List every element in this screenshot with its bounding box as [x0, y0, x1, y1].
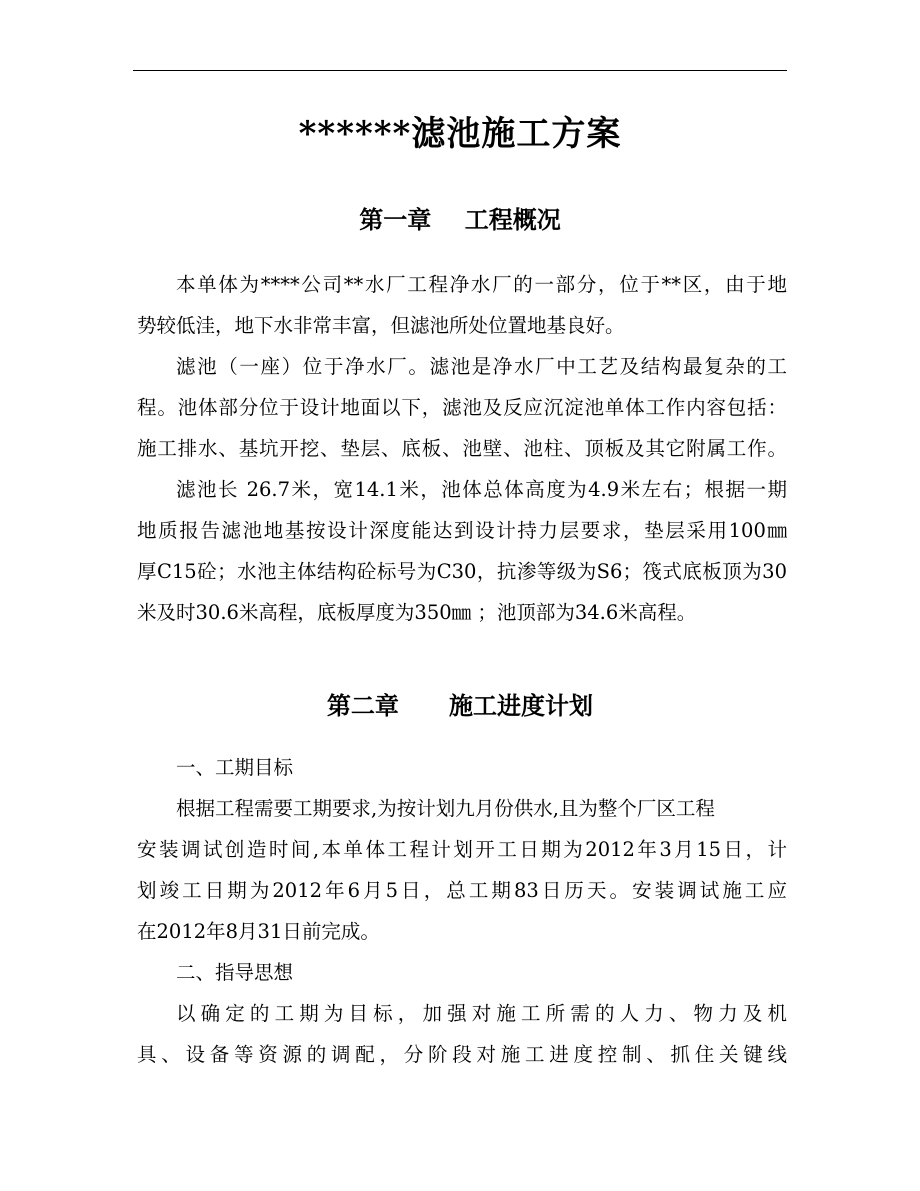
paragraph-line: 滤池（一座）位于净水厂。滤池是净水厂中工艺及结构最复杂的工: [176, 355, 787, 378]
paragraph-line: 地质报告滤池地基按设计深度能达到设计持力层要求，垫层采用100㎜: [137, 519, 787, 542]
paragraph-line: 在2012年8月31日前完成。: [137, 920, 380, 943]
section-heading: 一、工期目标: [176, 756, 294, 779]
paragraph-line: 安装调试创造时间,本单体工程计划开工日期为2012年3月15日，计: [137, 838, 787, 861]
paragraph-line: 划竣工日期为2012年6月5日，总工期83日历天。安装调试施工应: [137, 879, 787, 902]
paragraph-line: 滤池长 26.7米，宽14.1米，池体总体高度为4.9米左右；根据一期: [176, 478, 787, 501]
paragraph-line: 厚C15砼；水池主体结构砼标号为C30，抗渗等级为S6；筏式底板顶为30: [137, 560, 787, 583]
chapter-2-heading: 第二章 施工进度计划: [326, 691, 594, 720]
paragraph-line: 本单体为****公司**水厂工程净水厂的一部分，位于**区，由于地: [176, 273, 787, 296]
paragraph-line: 具、设备等资源的调配，分阶段对施工进度控制、抓住关键线: [137, 1043, 787, 1066]
paragraph-line: 以确定的工期为目标，加强对施工所需的人力、物力及机: [176, 1002, 787, 1025]
paragraph-line: 施工排水、基坑开挖、垫层、底板、池壁、池柱、顶板及其它附属工作。: [137, 437, 787, 460]
paragraph-line: 程。池体部分位于设计地面以下，滤池及反应沉淀池单体工作内容包括：: [137, 396, 787, 419]
paragraph-line: 根据工程需要工期要求,为按计划九月份供水,且为整个厂区工程: [176, 797, 715, 820]
paragraph-line: 米及时30.6米高程，底板厚度为350㎜ ；池顶部为34.6米高程。: [137, 601, 697, 624]
header-rule: [133, 70, 787, 71]
document-title: ******滤池施工方案: [298, 114, 622, 154]
paragraph-line: 势较低洼，地下水非常丰富，但滤池所处位置地基良好。: [137, 314, 625, 337]
chapter-1-heading: 第一章 工程概况: [359, 205, 561, 234]
section-heading: 二、指导思想: [176, 961, 294, 984]
